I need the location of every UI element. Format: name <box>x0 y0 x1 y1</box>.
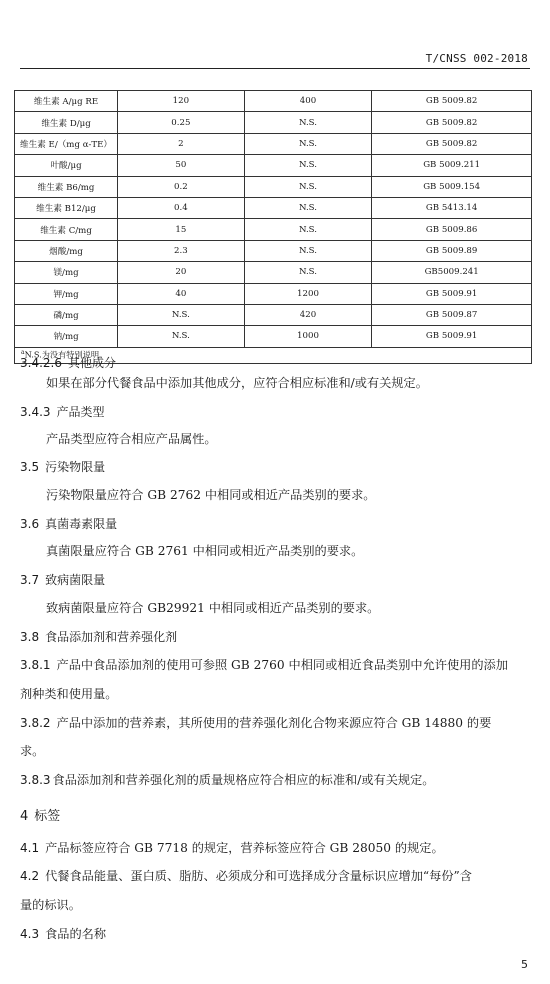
heading-3-7: 3.7 致病菌限量 <box>20 573 106 587</box>
paragraph-3-8-2-line1: 3.8.2 产品中添加的营养素，其所使用的营养强化剂化合物来源应符合 GB 14880 的要 <box>20 716 492 730</box>
nutrient-name-cell: 维生素 B12/μg <box>15 197 118 218</box>
max-value-cell: N.S. <box>244 240 372 261</box>
min-value-cell: 0.25 <box>118 112 245 133</box>
max-value-cell: N.S. <box>244 197 372 218</box>
method-cell: GB 5009.154 <box>372 176 532 197</box>
method-cell: GB 5413.14 <box>372 197 532 218</box>
method-cell: GB 5009.211 <box>372 155 532 176</box>
paragraph-4-2-line1: 4.2 代餐食品能量、蛋白质、脂肪、必须成分和可选择成分含量标识应增加“每份”含 <box>20 869 472 883</box>
paragraph-3-4-3: 产品类型应符合相应产品属性。 <box>46 432 217 446</box>
max-value-cell: N.S. <box>244 155 372 176</box>
nutrient-name-cell: 维生素 C/mg <box>15 219 118 240</box>
min-value-cell: 0.4 <box>118 197 245 218</box>
footnote-text: N.S.为没有特别说明。 <box>24 350 108 361</box>
table-row <box>15 283 532 304</box>
nutrient-name-cell: 叶酸/μg <box>15 155 118 176</box>
nutrient-name-cell: 维生素 A/μg RE <box>15 91 118 112</box>
table-row <box>15 133 532 154</box>
nutrient-name-cell: 镁/mg <box>15 262 118 283</box>
nutrient-name-cell: 磷/mg <box>15 304 118 325</box>
paragraph-4-2-line2: 量的标识。 <box>20 898 81 912</box>
heading-3-6: 3.6 真菌毒素限量 <box>20 517 118 531</box>
table-row <box>15 176 532 197</box>
page-number: 5 <box>521 958 528 971</box>
max-value-cell: N.S. <box>244 176 372 197</box>
table-row <box>15 304 532 325</box>
max-value-cell: 420 <box>244 304 372 325</box>
min-value-cell: N.S. <box>118 326 245 347</box>
heading-3-5: 3.5 污染物限量 <box>20 460 106 474</box>
heading-4: 4 标签 <box>20 809 61 824</box>
nutrient-table <box>14 90 532 364</box>
method-cell: GB 5009.91 <box>372 283 532 304</box>
method-cell: GB 5009.89 <box>372 240 532 261</box>
table-row <box>15 197 532 218</box>
heading-3-8: 3.8 食品添加剂和营养强化剂 <box>20 630 178 644</box>
paragraph-3-8-3: 3.8.3 食品添加剂和营养强化剂的质量规格应符合相应的标准和/或有关规定。 <box>20 773 435 787</box>
footnote-mark: a <box>21 349 25 357</box>
method-cell: GB 5009.82 <box>372 91 532 112</box>
paragraph-3-7: 致病菌限量应符合 GB29921 中相同或相近产品类别的要求。 <box>46 601 380 615</box>
paragraph-3-6: 真菌限量应符合 GB 2761 中相同或相近产品类别的要求。 <box>46 544 364 558</box>
paragraph-3-8-1-line1: 3.8.1 产品中食品添加剂的使用可参照 GB 2760 中相同或相近食品类别中允许使用的添加 <box>20 658 508 672</box>
paragraph-3-8-1-line2: 剂种类和使用量。 <box>20 687 118 701</box>
nutrient-name-cell: 维生素 B6/mg <box>15 176 118 197</box>
header-rule <box>20 68 530 69</box>
max-value-cell: N.S. <box>244 133 372 154</box>
max-value-cell: 400 <box>244 91 372 112</box>
min-value-cell: 120 <box>118 91 245 112</box>
max-value-cell: 1000 <box>244 326 372 347</box>
table-row <box>15 219 532 240</box>
paragraph-3-4-2-6: 如果在部分代餐食品中添加其他成分，应符合相应标准和/或有关规定。 <box>46 376 428 390</box>
table-row <box>15 262 532 283</box>
max-value-cell: N.S. <box>244 262 372 283</box>
method-cell: GB 5009.82 <box>372 133 532 154</box>
paragraph-3-8-2-line2: 求。 <box>20 744 45 758</box>
max-value-cell: N.S. <box>244 219 372 240</box>
method-cell: GB 5009.91 <box>372 326 532 347</box>
max-value-cell: N.S. <box>244 112 372 133</box>
method-cell: GB 5009.87 <box>372 304 532 325</box>
min-value-cell: 50 <box>118 155 245 176</box>
paragraph-4-3: 4.3 食品的名称 <box>20 927 107 941</box>
table-row <box>15 155 532 176</box>
min-value-cell: 40 <box>118 283 245 304</box>
table-row <box>15 112 532 133</box>
min-value-cell: 2 <box>118 133 245 154</box>
min-value-cell: 15 <box>118 219 245 240</box>
method-cell: GB 5009.82 <box>372 112 532 133</box>
min-value-cell: 0.2 <box>118 176 245 197</box>
nutrient-name-cell: 钾/mg <box>15 283 118 304</box>
table-row <box>15 326 532 347</box>
nutrient-name-cell: 维生素 D/μg <box>15 112 118 133</box>
paragraph-3-5: 污染物限量应符合 GB 2762 中相同或相近产品类别的要求。 <box>46 488 376 502</box>
nutrient-name-cell: 钠/mg <box>15 326 118 347</box>
method-cell: GB5009.241 <box>372 262 532 283</box>
heading-3-4-3: 3.4.3 产品类型 <box>20 405 105 419</box>
table-row <box>15 240 532 261</box>
method-cell: GB 5009.86 <box>372 219 532 240</box>
document-code: T/CNSS 002-2018 <box>425 52 528 65</box>
nutrient-name-cell: 烟酸/mg <box>15 240 118 261</box>
min-value-cell: N.S. <box>118 304 245 325</box>
paragraph-4-1: 4.1 产品标签应符合 GB 7718 的规定，营养标签应符合 GB 28050 的规定。 <box>20 841 444 855</box>
table-row <box>15 91 532 112</box>
heading-3-4-2-6: 3.4.2.6 其他成分 <box>20 356 116 370</box>
nutrient-name-cell: 维生素 E/（mg α-TE） <box>15 133 118 154</box>
min-value-cell: 20 <box>118 262 245 283</box>
max-value-cell: 1200 <box>244 283 372 304</box>
min-value-cell: 2.3 <box>118 240 245 261</box>
